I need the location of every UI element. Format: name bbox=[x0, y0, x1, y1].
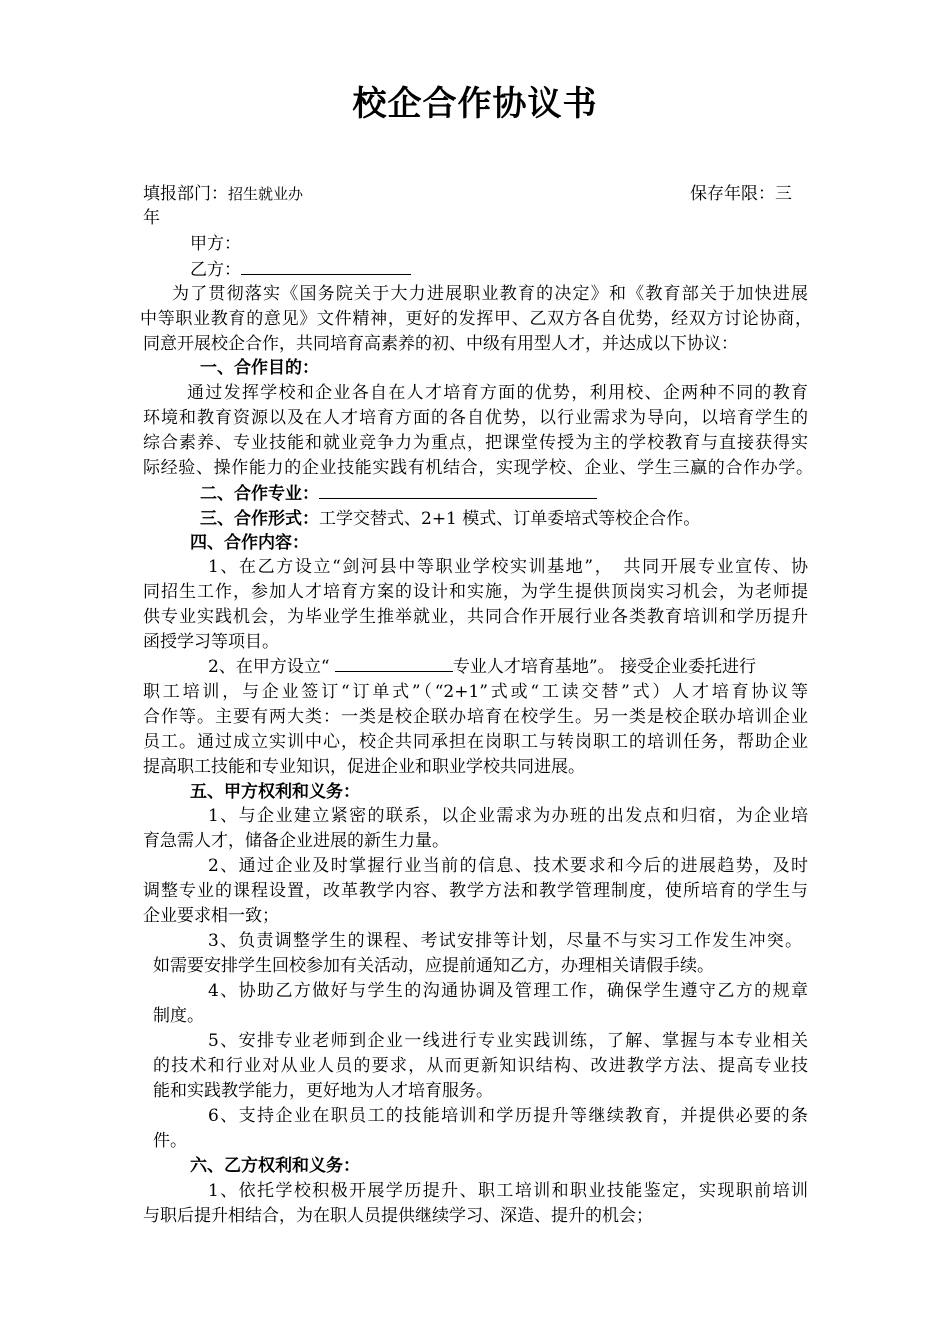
section-4-heading: 四、合作内容： bbox=[190, 533, 309, 553]
retention-period-wrap: 年 bbox=[143, 208, 160, 228]
section-5-item-5-line-1: 5、安排专业老师到企业一线进行专业实践训练，了解、掌握与本专业相关 bbox=[208, 1031, 808, 1051]
intro-line-3: 同意开展校企合作，共同培育高素养的初、中级有用型人才，并达成以下协议： bbox=[143, 334, 738, 354]
section-4-item-1-line-3: 供专业实践机会，为毕业学生推举就业，共同合作开展行业各类教育培训和学历提升 bbox=[143, 607, 808, 627]
section-4-item-1-line-4: 函授学习等项目。 bbox=[143, 632, 279, 652]
department-value: 招生就业办 bbox=[228, 185, 304, 203]
section-6-item-1-line-1: 1、依托学校积极开展学历提升、职工培训和职业技能鉴定，实现职前培训 bbox=[208, 1181, 808, 1201]
section-5-item-1-line-2: 育急需人才，储备企业进展的新生力量。 bbox=[143, 831, 449, 851]
party-b-line bbox=[190, 258, 411, 282]
section-5-item-4-line-1: 4、协助乙方做好与学生的沟通协调及管理工作，确保学生遵守乙方的规章 bbox=[208, 981, 808, 1001]
intro-line-1: 为了贯彻落实《国务院关于大力进展职业教育的决定》和《教育部关于加快进展 bbox=[172, 284, 808, 304]
party-a-label: 甲方： bbox=[190, 234, 241, 254]
section-5-item-1-line-1: 1、与企业建立紧密的联系，以企业需求为办班的出发点和归宿，为企业培 bbox=[208, 806, 808, 826]
section-1-line-3: 综合素养、专业技能和就业竞争力为重点，把课堂传授为主的学校教育与直接获得实 bbox=[143, 433, 808, 453]
section-4-item-1-line-1: 1、在乙方设立“剑河县中等职业学校实训基地”， 共同开展专业宣传、协 bbox=[208, 557, 808, 577]
header-department bbox=[143, 182, 303, 206]
section-4-item-2-line-4: 员工。通过成立实训中心，校企共同承担在岗职工与转岗职工的培训任务，帮助企业 bbox=[143, 732, 808, 752]
section-4-item-2-line-3: 合作等。主要有两大类：一类是校企联办培育在校学生。另一类是校企联办培训企业 bbox=[143, 707, 808, 727]
section-1-line-1: 通过发挥学校和企业各自在人才培育方面的优势，利用校、企两种不同的教育 bbox=[187, 383, 808, 403]
section-5-item-3-line-2: 如需要安排学生回校参加有关活动，应提前通知乙方，办理相关请假手续。 bbox=[153, 956, 714, 976]
section-4-item-2-line-5: 提高职工技能和专业知识，促进企业和职业学校共同进展。 bbox=[143, 757, 585, 777]
base-major-blank bbox=[335, 655, 453, 672]
section-1-line-2: 环境和教育资源以及在人才培育方面的各自优势，以行业需求为导向，以培育学生的 bbox=[143, 408, 808, 428]
major-blank bbox=[319, 482, 597, 499]
section-2-line bbox=[200, 482, 597, 506]
section-5-item-2-line-1: 2、通过企业及时掌握行业当前的信息、技术要求和今后的进展趋势，及时 bbox=[208, 856, 808, 876]
department-label: 填报部门： bbox=[143, 184, 228, 204]
section-5-item-5-line-3: 能和实践教学能力，更好地为人才培育服务。 bbox=[153, 1081, 493, 1101]
section-5-item-5-line-2: 的技术和行业对从业人员的要求，从而更新知识结构、改进教学方法、提高专业技 bbox=[153, 1056, 808, 1076]
party-b-label: 乙方： bbox=[190, 260, 241, 280]
section-3-text: 工学交替式、2+1 模式、订单委培式等校企合作。 bbox=[319, 509, 701, 529]
section-2-heading: 二、合作专业： bbox=[200, 484, 319, 504]
section-5-item-2-line-3: 企业要求相一致； bbox=[143, 906, 279, 926]
section-4-item-2-post: 专业人才培育基地”。 接受企业委托进行 bbox=[452, 657, 757, 677]
section-5-item-6-line-1: 6、支持企业在职员工的技能培训和学历提升等继续教育，并提供必要的条 bbox=[208, 1106, 808, 1126]
section-3-line bbox=[200, 507, 700, 531]
section-5-heading: 五、甲方权利和义务： bbox=[190, 782, 360, 802]
section-4-item-2-line-1 bbox=[208, 655, 756, 679]
section-5-item-2-line-2: 调整专业的课程设置，改革教学内容、教学方法和教学管理制度，使所培育的学生与 bbox=[143, 881, 808, 901]
section-5-item-4-line-2: 制度。 bbox=[153, 1006, 204, 1026]
intro-line-2: 中等职业教育的意见》文件精神，更好的发挥甲、乙双方各自优势，经双方讨论协商， bbox=[140, 309, 812, 329]
section-6-heading: 六、乙方权利和义务： bbox=[190, 1156, 360, 1176]
document-title: 校企合作协议书 bbox=[352, 84, 598, 124]
section-3-heading: 三、合作形式： bbox=[200, 509, 319, 529]
section-4-item-2-pre: 2、在甲方设立“ bbox=[208, 657, 335, 677]
party-b-blank bbox=[241, 258, 411, 275]
section-5-item-6-line-2: 件。 bbox=[153, 1131, 187, 1151]
section-5-item-3-line-1: 3、负责调整学生的课程、考试安排等计划，尽量不与实习工作发生冲突。 bbox=[208, 931, 802, 951]
section-1-heading: 一、合作目的： bbox=[200, 358, 319, 378]
section-1-line-4: 际经验、操作能力的企业技能实践有机结合，实现学校、企业、学生三赢的合作办学。 bbox=[143, 458, 813, 478]
section-4-item-1-line-2: 同招生工作，参加人才培育方案的设计和实施，为学生提供顶岗实习机会，为老师提 bbox=[143, 582, 808, 602]
section-6-item-1-line-2: 与职后提升相结合，为在职人员提供继续学习、深造、提升的机会； bbox=[143, 1206, 653, 1226]
retention-period: 保存年限：三 bbox=[690, 184, 792, 204]
section-4-item-2-line-2: 职工培训，与企业签订“订单式”（“2+1”式或“工读交替”式）人才培育协议等 bbox=[143, 682, 808, 702]
